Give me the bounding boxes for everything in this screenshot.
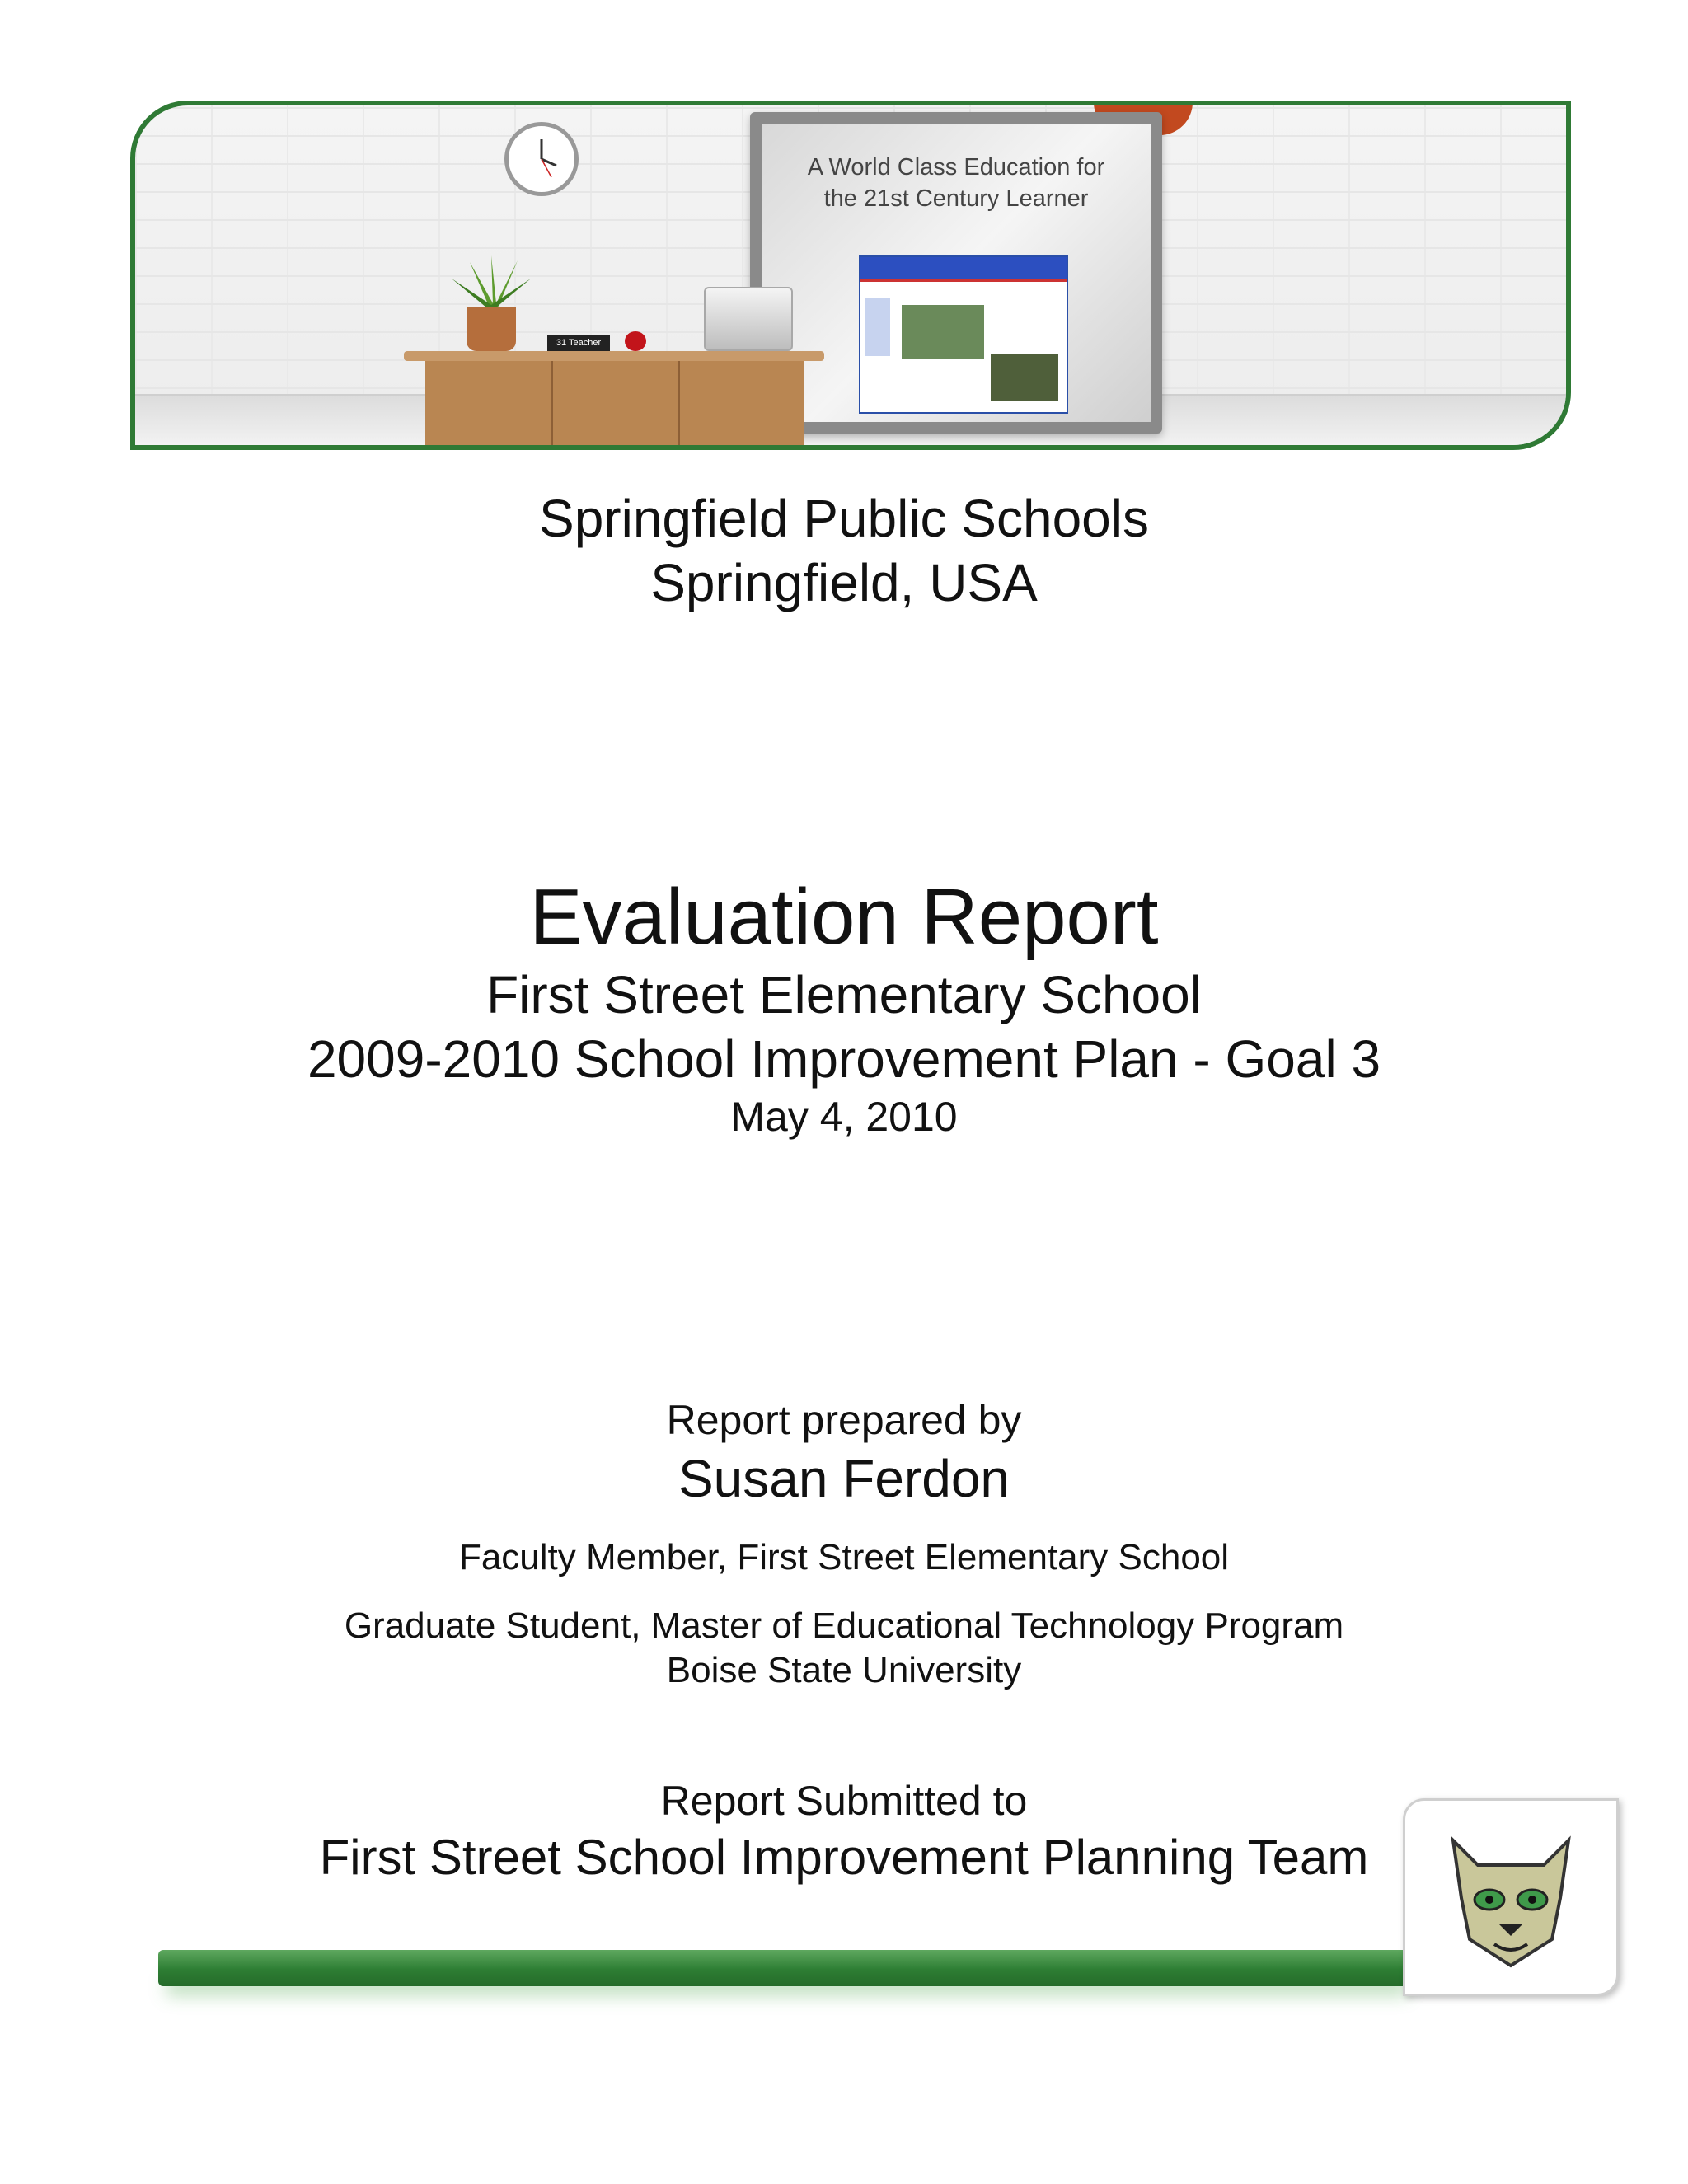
header-banner [130, 101, 1571, 450]
author-program: Graduate Student, Master of Educational Technology Program [344, 1605, 1344, 1646]
submitted-to-label: Report Submitted to [660, 1778, 1028, 1824]
cougar-mascot-icon [1428, 1824, 1593, 1972]
wall-clock-icon [504, 122, 579, 196]
author-role: Faculty Member, First Street Elementary School [458, 1537, 1230, 1577]
footer-green-bar [158, 1950, 1416, 1986]
desk-top [404, 351, 824, 361]
laptop-icon [704, 287, 793, 351]
report-school: First Street Elementary School [486, 965, 1202, 1024]
apple-icon [625, 331, 646, 351]
plant-pot [467, 307, 516, 351]
report-title: Evaluation Report [529, 873, 1159, 961]
desk-nameplate: 31 Teacher [547, 335, 610, 351]
submission-recipient: First Street School Improvement Planning Team [319, 1830, 1369, 1885]
author-name: Susan Ferdon [678, 1449, 1010, 1508]
potted-plant-icon [445, 254, 537, 312]
school-photo [991, 354, 1058, 401]
board-slogan [762, 152, 1151, 214]
classroom-board [750, 112, 1162, 434]
board-line-2: the 21st Century Learner [823, 185, 1089, 212]
author-program-block [0, 1604, 1688, 1693]
board-line-1: A World Class Education for [807, 154, 1105, 180]
student-photo [902, 305, 984, 359]
district-location: Springfield, USA [650, 553, 1038, 612]
report-date: May 4, 2010 [730, 1094, 958, 1140]
mascot-frame [1403, 1798, 1619, 1996]
district-block [0, 486, 1688, 615]
report-plan: 2009-2010 School Improvement Plan - Goal 3 [307, 1029, 1381, 1089]
teacher-desk [425, 361, 804, 450]
author-university: Boise State University [666, 1650, 1022, 1690]
district-name: Springfield Public Schools [539, 489, 1149, 548]
board-website-screenshot [859, 255, 1068, 414]
prepared-by-label: Report prepared by [666, 1397, 1022, 1443]
